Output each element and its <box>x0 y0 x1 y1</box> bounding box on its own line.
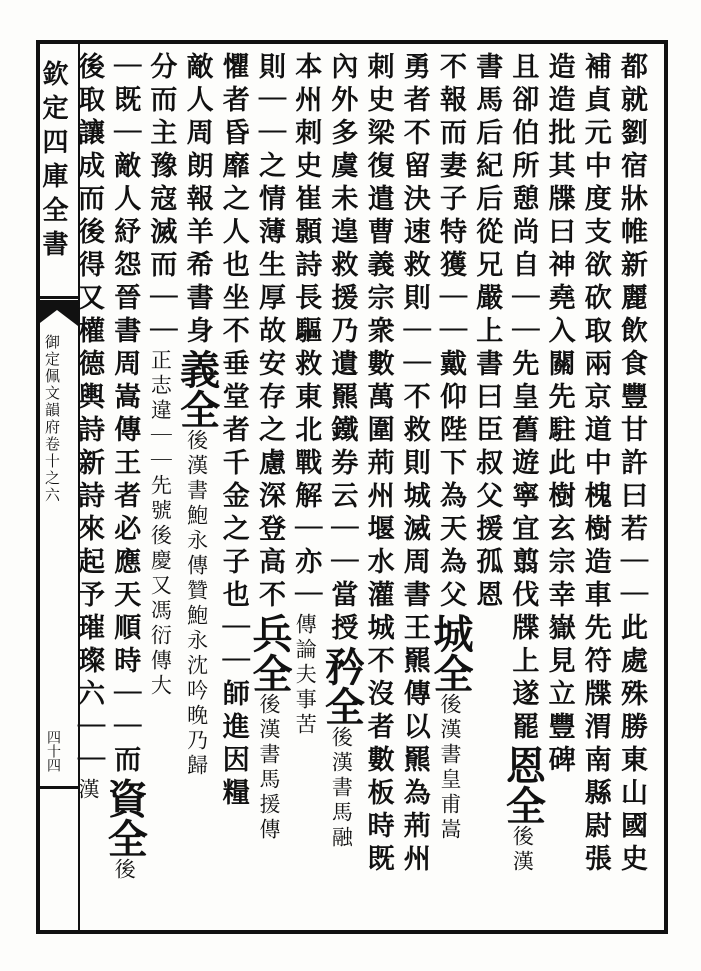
column-text: 補貞元中度支欲砍取兩京道中槐樹造車先符牒渭南縣尉張 <box>579 52 611 877</box>
column-text: 分而主豫寇滅而｜｜ <box>145 52 177 349</box>
entry-heading: 義全 <box>173 349 221 429</box>
text-column <box>576 52 614 922</box>
column-text: 書馬后紀后從兄嚴上書曰臣叔父援孤恩 <box>471 52 503 613</box>
subtitle-volume: 卷十之六 <box>43 436 61 504</box>
column-text: 內外多虞未遑救援乃遺羆鐵券云｜｜當授 <box>326 52 358 646</box>
text-column <box>427 52 474 922</box>
column-text: ｜既｜敵人紓怨晉書周嵩傳王者必應天順時｜｜而 <box>109 52 141 778</box>
text-column <box>467 52 505 922</box>
column-text: 敵人周朗報羊希書身 <box>181 52 213 349</box>
text-column <box>359 52 397 922</box>
annotation-text: 傳論夫事苦 <box>293 613 318 738</box>
entry-heading: 兵全 <box>246 613 293 693</box>
column-text: 本州刺史崔顥詩長驅救東北戰解｜亦｜ <box>290 52 322 613</box>
column-text: 懼者昏靡之人也坐不垂堂者千金之子也｜｜師進因糧 <box>217 52 249 811</box>
text-column <box>286 52 324 922</box>
text-column <box>612 52 650 922</box>
entry-heading: 矜全 <box>318 646 366 726</box>
annotation-text: 後漢書馬援傳 <box>257 693 281 843</box>
entry-heading: 資全 <box>101 778 149 858</box>
annotation-text: 漢 <box>76 778 100 803</box>
annotation-text: 後 <box>112 858 137 883</box>
folio-number: 四十四 <box>45 730 61 772</box>
column-text: 後取讓成而後得又權德輿詩新詩來起予璀璨六｜｜ <box>73 52 104 778</box>
column-text: 不報而妻子特獲｜｜戴仰陛下為天為父 <box>435 52 466 613</box>
entry-heading: 恩全 <box>499 745 547 825</box>
subtitle-title: 御定佩文韻府 <box>43 334 61 436</box>
text-column <box>214 52 252 922</box>
text-column <box>318 52 366 922</box>
column-text: 造造批其牒曰神堯入關先駐此樹玄宗幸嶽見立豐碑 <box>543 52 575 778</box>
text-column <box>101 52 149 922</box>
annotation-text: 後漢 <box>510 825 535 875</box>
column-text: 勇者不留決速救則｜｜不救則城滅周書王羆傳以羆為荊州 <box>398 52 430 877</box>
column-text: 且卻伯所憩尚自｜｜先皇舊遊寧宜翦伐牒上遂罷 <box>507 52 539 745</box>
column-text: 刺史梁復遣曹義宗衆數萬圍荊州堰水灌城不沒者數板時既 <box>362 52 394 877</box>
book-title: 欽定四庫全書 <box>38 60 68 264</box>
text-column <box>173 52 221 922</box>
annotation-text: 後漢書馬融 <box>329 726 354 851</box>
annotation-text: 後漢書皇甫嵩 <box>438 693 462 843</box>
text-column <box>246 52 293 922</box>
annotation-text: 後漢書鮑永傳贊鮑永沈吟晚乃歸 <box>184 429 209 779</box>
column-text: 都就劉宿牀帷新麗飲食豐甘許曰若｜｜此處殊勝東山國史 <box>616 52 647 877</box>
book-subtitle <box>44 334 59 504</box>
text-column <box>395 52 433 922</box>
annotation-text: 正志違｜｜先號後慶又馮衍傳大 <box>148 349 173 699</box>
column-text: 則｜｜之情薄生厚故安存之慮深登高不 <box>254 52 285 613</box>
text-column <box>499 52 547 922</box>
entry-heading: 城全 <box>427 613 474 693</box>
text-column <box>69 52 107 922</box>
